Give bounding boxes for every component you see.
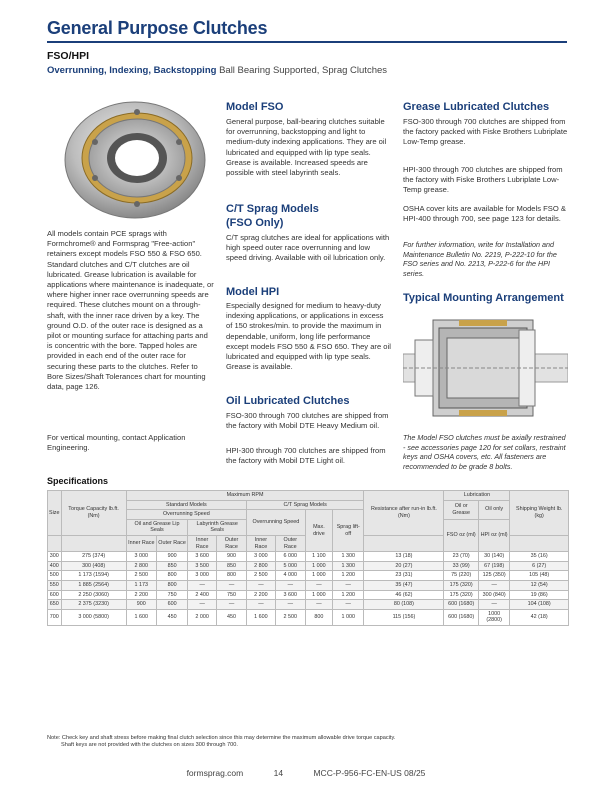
table-cell: 175 (320) (444, 590, 478, 600)
col-labyrinth: Labyrinth Grease Seals (188, 519, 247, 535)
col-torque: Torque Capacity lb.ft. (Nm) (61, 491, 126, 536)
table-cell: — (305, 580, 332, 590)
table-cell: 46 (62) (364, 590, 444, 600)
table-cell: — (217, 580, 247, 590)
col-sprag-liftoff: Sprag lift-off (333, 510, 364, 552)
table-cell: 600 (156, 600, 187, 610)
col-weight: Shipping Weight lb. (kg) (510, 491, 569, 536)
col-ct-overrunning: Overrunning Speed (247, 510, 306, 536)
table-cell: — (478, 600, 509, 610)
col-overrunning-speed: Overrunning Speed (126, 510, 246, 520)
table-cell: — (188, 600, 217, 610)
table-cell: 2 500 (275, 609, 305, 625)
table-cell: 6 000 (275, 552, 305, 562)
table-cell: 800 (156, 571, 187, 581)
table-cell: 300 (408) (61, 561, 126, 571)
table-cell: 2 200 (247, 590, 276, 600)
subtitle-bold: Overrunning, Indexing, Backstopping (47, 65, 217, 76)
table-cell: 850 (217, 561, 247, 571)
table-cell: 6 (27) (510, 561, 569, 571)
table-cell: — (275, 600, 305, 610)
table-cell: 300 (840) (478, 590, 509, 600)
table-cell: 450 (217, 609, 247, 625)
col-weight-blank (510, 535, 569, 551)
specifications-heading: Specifications (47, 476, 109, 486)
ct-text: C/T sprag clutches are ideal for applications with high speed outer race overrunning and low speed driving. Available with oil lubrication only. (226, 233, 390, 263)
oil-text-1: FSO-300 through 700 clutches are shipped from the factory with Mobil DTE Heavy Medium oil. (226, 411, 389, 431)
table-cell: 1 100 (305, 552, 332, 562)
table-cell: 300 (48, 552, 62, 562)
table-cell: 80 (108) (364, 600, 444, 610)
table-cell: — (333, 580, 364, 590)
heading-typical-mounting: Typical Mounting Arrangement (403, 292, 564, 304)
grease-note: For further information, write for Installation and Maintenance Bulletin No. 2219, P-222-10 for the FSO series and No. 2213, P-222-6 for the HPI series. (403, 240, 557, 278)
table-cell: — (247, 580, 276, 590)
table-cell: 23 (31) (364, 571, 444, 581)
col-inner-1: Inner Race (126, 535, 156, 551)
table-cell: 1 000 (333, 609, 364, 625)
clutch-photo (55, 92, 210, 222)
table-cell: 42 (18) (510, 609, 569, 625)
col-size-blank (48, 535, 62, 551)
table-cell: 20 (27) (364, 561, 444, 571)
table-cell: 2 375 (3230) (61, 600, 126, 610)
table-cell: 13 (18) (364, 552, 444, 562)
table-row (48, 600, 569, 610)
col-ct-models: C/T Sprag Models (247, 500, 364, 510)
table-cell: — (217, 600, 247, 610)
table-note-2: Shaft keys are not provided with the clutches on sizes 300 through 700. (61, 742, 238, 749)
page-footer (0, 768, 612, 778)
table-cell: 12 (54) (510, 580, 569, 590)
table-cell: 115 (156) (364, 609, 444, 625)
title-rule (47, 41, 567, 43)
table-row (48, 571, 569, 581)
hpi-text: Especially designed for medium to heavy-duty indexing applications, or applications in excess of 150 strokes/min. to provide the maximum in dependable, uniform, long life performance except models FSO 550 & FSO 650. They are oil lubricated and equipped with lip type seals. Grease is available. (226, 301, 391, 372)
table-cell: — (478, 580, 509, 590)
table-cell: 1 173 (126, 580, 156, 590)
table-cell: 1 885 (2564) (61, 580, 126, 590)
mounting-diagram (403, 310, 568, 428)
table-cell: 3 600 (275, 590, 305, 600)
table-cell: 4 000 (275, 571, 305, 581)
table-cell: 19 (86) (510, 590, 569, 600)
col-size: Size (48, 491, 62, 536)
table-cell: 67 (198) (478, 561, 509, 571)
col-oil-grease: Oil or Grease (444, 500, 478, 519)
table-cell: 1 300 (333, 552, 364, 562)
table-note (47, 735, 569, 750)
col-fso-oz: FSO oz (ml) (444, 519, 478, 551)
table-cell: 1 000 (305, 571, 332, 581)
table-cell: 3 000 (247, 552, 276, 562)
table-cell: 125 (350) (478, 571, 509, 581)
heading-model-hpi: Model HPI (226, 286, 280, 298)
col-max-drive: Max. drive (305, 510, 332, 552)
footer-website[interactable]: formsprag.com (186, 768, 244, 778)
table-cell: 750 (217, 590, 247, 600)
col-oil-only: Oil only (478, 500, 509, 519)
table-cell: 2 000 (188, 609, 217, 625)
table-cell: 800 (156, 580, 187, 590)
table-cell: 2 500 (247, 571, 276, 581)
specifications-table (47, 490, 569, 626)
table-cell: 2 800 (247, 561, 276, 571)
grease-text-3: OSHA cover kits are available for Models FSO & HPI-400 through 700, see page 123 for details. (403, 204, 566, 224)
col-max-rpm: Maximum RPM (126, 491, 364, 501)
col-lip-seals: Oil and Grease Lip Seals (126, 519, 188, 535)
mounting-caption: The Model FSO clutches must be axially restrained - see accessories page 120 for set collars, restraint keys and OSHA covers, etc. All fasteners are recommended to be grade 8 bolts. (403, 433, 566, 471)
heading-grease-lubricated: Grease Lubricated Clutches (403, 101, 550, 113)
col-inner-2: Inner Race (188, 535, 217, 551)
table-cell: 3 000 (5800) (61, 609, 126, 625)
table-cell: 1 000 (305, 561, 332, 571)
table-cell: 1 173 (1594) (61, 571, 126, 581)
table-cell: 1000 (2800) (478, 609, 509, 625)
col-resistance-blank (364, 535, 444, 551)
table-cell: 1 600 (247, 609, 276, 625)
col-outer-2: Outer Race (217, 535, 247, 551)
table-cell: 600 (48, 590, 62, 600)
table-cell: 750 (156, 590, 187, 600)
table-cell: 2 800 (126, 561, 156, 571)
table-cell: 600 (1680) (444, 600, 478, 610)
table-cell: 800 (305, 609, 332, 625)
subtitle-rest: Ball Bearing Supported, Sprag Clutches (219, 65, 388, 76)
table-cell: 3 600 (188, 552, 217, 562)
table-cell: 450 (156, 609, 187, 625)
left-vertical-mount-text: For vertical mounting, contact Application Engineering. (47, 433, 186, 453)
grease-text-1: FSO-300 through 700 clutches are shipped from the factory packed with Fiske Brothers Lubriplate Low-Temp grease. (403, 117, 568, 147)
section-description (47, 65, 387, 76)
table-cell: 550 (48, 580, 62, 590)
table-cell: 33 (99) (444, 561, 478, 571)
table-cell: 35 (16) (510, 552, 569, 562)
table-cell: 500 (48, 571, 62, 581)
table-cell: 104 (108) (510, 600, 569, 610)
table-note-1: Note: Check key and shaft stress before making final clutch selection since this may determine the maximum allowable drive torque capacity. (47, 735, 396, 741)
heading-ct-sprag-sub: (FSO Only) (226, 217, 284, 229)
table-cell: 1 200 (333, 590, 364, 600)
table-cell: 700 (48, 609, 62, 625)
table-cell: 1 200 (333, 571, 364, 581)
table-cell: 650 (48, 600, 62, 610)
footer-doc-code: MCC-P-956-FC-EN-US 08/25 (313, 768, 426, 778)
table-cell: 850 (156, 561, 187, 571)
table-cell: 75 (220) (444, 571, 478, 581)
col-torque-blank (61, 535, 126, 551)
table-cell: 35 (47) (364, 580, 444, 590)
left-intro-text: All models contain PCE sprags with Formchrome® and Formsprag "Free-action" retainers except models FSO 550 & FSO 650. Standard clutches and C/T clutches are oil lubricated. Grease lubrication is available for applications where maintenance is inadequate, or where higher inner race overrunning speeds are required. These clutches mount on a through-shaft, with the inner race driven by a key. The ground O.D. of the outer race is designed as a pilot or mounting surface for attaching parts and is concentric with the bore. Tapped holes are provided in each end of the outer race for securing these parts to the clutches. Refer to Bore Sizes/Shaft Tolerances chart for mounting data, page 126. (47, 229, 214, 392)
col-outer-3: Outer Race (275, 535, 305, 551)
oil-text-2: HPI-300 through 700 clutches are shipped from the factory with Mobil DTE Light oil. (226, 446, 386, 466)
table-cell: 900 (156, 552, 187, 562)
heading-model-fso: Model FSO (226, 101, 284, 113)
col-resistance: Resistance after run-in lb.ft. (Nm) (364, 491, 444, 536)
table-row (48, 552, 569, 562)
col-standard-models: Standard Models (126, 500, 246, 510)
table-cell: 800 (217, 571, 247, 581)
section-subtitle: FSO/HPI (47, 50, 90, 62)
table-cell: 2 200 (126, 590, 156, 600)
table-cell: 900 (217, 552, 247, 562)
table-cell: 1 600 (126, 609, 156, 625)
table-row (48, 609, 569, 625)
table-cell: — (333, 600, 364, 610)
heading-oil-lubricated: Oil Lubricated Clutches (226, 395, 350, 407)
col-hpi-oz: HPI oz (ml) (478, 519, 509, 551)
table-cell: 1 300 (333, 561, 364, 571)
table-cell: 23 (70) (444, 552, 478, 562)
table-cell: 1 000 (305, 590, 332, 600)
col-inner-3: Inner Race (247, 535, 276, 551)
table-cell: 3 000 (126, 552, 156, 562)
heading-ct-sprag: C/T Sprag Models (226, 203, 319, 215)
grease-text-2: HPI-300 through 700 clutches are shipped from the factory with Fiske Brothers Lubriplate Low-Temp grease. (403, 165, 563, 195)
page-title: General Purpose Clutches (47, 18, 268, 38)
col-outer-1: Outer Race (156, 535, 187, 551)
table-cell: 105 (48) (510, 571, 569, 581)
table-cell: — (188, 580, 217, 590)
table-row (48, 590, 569, 600)
fso-text: General purpose, ball-bearing clutches suitable for overrunning, backstopping and light to medium-duty indexing applications. They are oil lubricated and equipped with lip type seals. Grease is available. Increased speeds are possible with steel labyrinth seals. (226, 117, 387, 178)
table-cell: 275 (374) (61, 552, 126, 562)
table-cell: — (305, 600, 332, 610)
table-cell: 3 500 (188, 561, 217, 571)
table-cell: 600 (1680) (444, 609, 478, 625)
footer-page-number: 14 (273, 768, 284, 778)
table-cell: 3 000 (188, 571, 217, 581)
table-cell: 30 (140) (478, 552, 509, 562)
table-cell: 5 000 (275, 561, 305, 571)
table-row (48, 580, 569, 590)
table-cell: 2 250 (3060) (61, 590, 126, 600)
table-row (48, 561, 569, 571)
table-cell: 175 (320) (444, 580, 478, 590)
table-cell: 2 400 (188, 590, 217, 600)
col-lubrication: Lubrication (444, 491, 510, 501)
table-cell: — (247, 600, 276, 610)
table-cell: — (275, 580, 305, 590)
table-cell: 900 (126, 600, 156, 610)
table-cell: 2 500 (126, 571, 156, 581)
table-cell: 400 (48, 561, 62, 571)
